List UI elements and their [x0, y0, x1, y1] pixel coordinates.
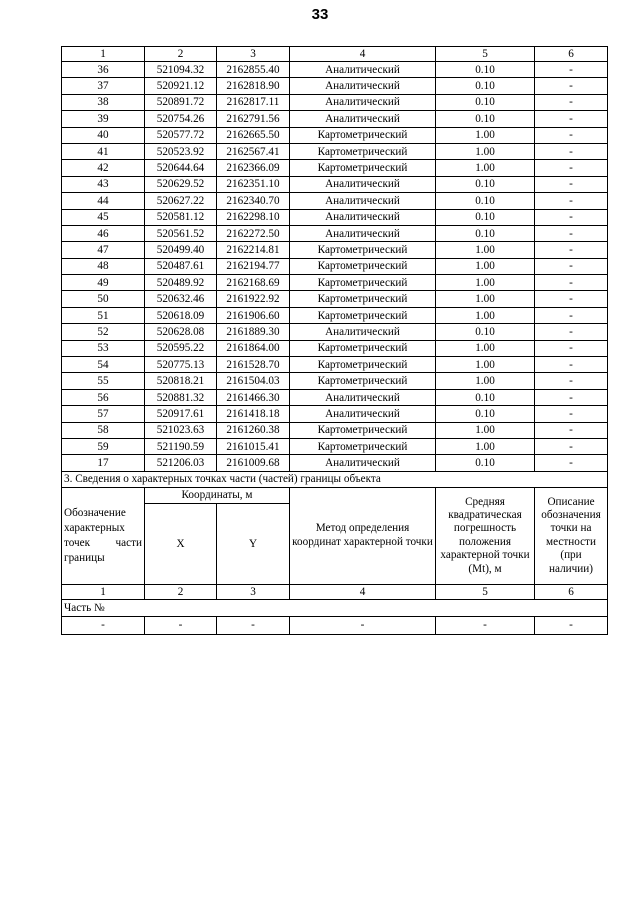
table-cell: 0.10 — [436, 455, 535, 471]
table-cell: - — [535, 340, 608, 356]
table-cell: Аналитический — [290, 406, 436, 422]
part-label: Часть № — [62, 599, 608, 616]
table-cell: 2162855.40 — [217, 62, 290, 78]
column-number-row — [62, 47, 608, 62]
table-cell: 45 — [62, 209, 145, 225]
table-cell: - — [535, 275, 608, 291]
table-cell: 520489.92 — [145, 275, 217, 291]
table-cell: - — [535, 111, 608, 127]
table-cell: - — [290, 616, 436, 634]
table-cell: - — [535, 616, 608, 634]
table-row — [62, 422, 608, 438]
section-3-title-row — [62, 471, 608, 487]
table-cell: - — [535, 389, 608, 405]
table-cell: Аналитический — [290, 111, 436, 127]
table-cell: 46 — [62, 225, 145, 241]
table-row — [62, 209, 608, 225]
table-cell: 520595.22 — [145, 340, 217, 356]
table-cell: 0.10 — [436, 225, 535, 241]
table-cell: - — [535, 242, 608, 258]
column-number: 3 — [217, 584, 290, 599]
table-cell: 520881.32 — [145, 389, 217, 405]
table-cell: - — [535, 176, 608, 192]
table-cell: 2161260.38 — [217, 422, 290, 438]
table-cell: Картометрический — [290, 242, 436, 258]
table-cell: Аналитический — [290, 62, 436, 78]
table-cell: 54 — [62, 357, 145, 373]
table-cell: 1.00 — [436, 143, 535, 159]
table-cell: 1.00 — [436, 258, 535, 274]
table-cell: 520644.64 — [145, 160, 217, 176]
x-header: X — [145, 503, 217, 584]
table-cell: - — [535, 78, 608, 94]
table-cell: 58 — [62, 422, 145, 438]
table-row — [62, 111, 608, 127]
table-row — [62, 242, 608, 258]
description-header: Описание обозначения точки на местности (при наличии) — [535, 487, 608, 584]
table-cell: 0.10 — [436, 389, 535, 405]
table-cell: 59 — [62, 438, 145, 454]
table-cell: 0.10 — [436, 324, 535, 340]
table-cell: 2162168.69 — [217, 275, 290, 291]
column-number: 2 — [145, 584, 217, 599]
table-row — [62, 143, 608, 159]
table-row — [62, 160, 608, 176]
table-row — [62, 225, 608, 241]
table-cell: Аналитический — [290, 209, 436, 225]
table-cell: 0.10 — [436, 209, 535, 225]
table-row — [62, 94, 608, 110]
table-cell: 520754.26 — [145, 111, 217, 127]
table-cell: Аналитический — [290, 324, 436, 340]
table-cell: Картометрический — [290, 307, 436, 323]
table-cell: Картометрический — [290, 422, 436, 438]
table-cell: 57 — [62, 406, 145, 422]
column-number: 5 — [436, 47, 535, 62]
designation-header: Обозначение характерных точек части границы — [62, 487, 145, 584]
table-cell: - — [535, 258, 608, 274]
table-cell: 1.00 — [436, 438, 535, 454]
table-cell: Аналитический — [290, 193, 436, 209]
table-cell: Аналитический — [290, 176, 436, 192]
table-row — [62, 127, 608, 143]
table-cell: Картометрический — [290, 438, 436, 454]
error-header: Средняя квадратическая погрешность положения характерной точки (Mt), м — [436, 487, 535, 584]
table-cell: 521094.32 — [145, 62, 217, 78]
table-cell: 520917.61 — [145, 406, 217, 422]
table-cell: 520921.12 — [145, 78, 217, 94]
table-row — [62, 455, 608, 471]
table-cell: 2162214.81 — [217, 242, 290, 258]
section-3-title: 3. Сведения о характерных точках части (частей) границы объекта — [62, 471, 608, 487]
table-cell: - — [62, 616, 145, 634]
table-cell: 43 — [62, 176, 145, 192]
table-cell: 520775.13 — [145, 357, 217, 373]
table-cell: Картометрический — [290, 258, 436, 274]
section-3-header-row — [62, 487, 608, 503]
table-row — [62, 291, 608, 307]
column-number: 4 — [290, 47, 436, 62]
table-cell: - — [535, 94, 608, 110]
section-3-column-number-row — [62, 584, 608, 599]
table-cell: 2162818.90 — [217, 78, 290, 94]
table-cell: 521190.59 — [145, 438, 217, 454]
table-cell: Картометрический — [290, 143, 436, 159]
table-cell: 2162351.10 — [217, 176, 290, 192]
table-cell: - — [535, 307, 608, 323]
table-cell: Картометрический — [290, 275, 436, 291]
table-cell: 48 — [62, 258, 145, 274]
table-cell: Аналитический — [290, 78, 436, 94]
table-cell: 520629.52 — [145, 176, 217, 192]
table-row — [62, 176, 608, 192]
table-cell: 520627.22 — [145, 193, 217, 209]
table-cell: - — [145, 616, 217, 634]
table-cell: 1.00 — [436, 307, 535, 323]
table-cell: 520499.40 — [145, 242, 217, 258]
table-row — [62, 340, 608, 356]
table-cell: Аналитический — [290, 389, 436, 405]
table-cell: - — [535, 406, 608, 422]
table-cell: 520891.72 — [145, 94, 217, 110]
table-cell: - — [535, 127, 608, 143]
table-row — [62, 78, 608, 94]
table-cell: Картометрический — [290, 160, 436, 176]
table-cell: 2162791.56 — [217, 111, 290, 127]
table-cell: 2162567.41 — [217, 143, 290, 159]
table-cell: 520632.46 — [145, 291, 217, 307]
column-number: 2 — [145, 47, 217, 62]
table-cell: 56 — [62, 389, 145, 405]
table-row — [62, 193, 608, 209]
column-number: 1 — [62, 584, 145, 599]
table-cell: 0.10 — [436, 62, 535, 78]
table-cell: 2161528.70 — [217, 357, 290, 373]
table-cell: 520523.92 — [145, 143, 217, 159]
table-cell: - — [436, 616, 535, 634]
table-row — [62, 373, 608, 389]
table-cell: - — [535, 209, 608, 225]
table-cell: Картометрический — [290, 373, 436, 389]
table-cell: 49 — [62, 275, 145, 291]
table-cell: 0.10 — [436, 176, 535, 192]
table-cell: 37 — [62, 78, 145, 94]
table-row — [62, 307, 608, 323]
column-number: 1 — [62, 47, 145, 62]
table-cell: 2162366.09 — [217, 160, 290, 176]
table-cell: 36 — [62, 62, 145, 78]
table-cell: 2161009.68 — [217, 455, 290, 471]
table-cell: 2162817.11 — [217, 94, 290, 110]
table-cell: 2162340.70 — [217, 193, 290, 209]
table-cell: 44 — [62, 193, 145, 209]
table-row — [62, 62, 608, 78]
table-cell: - — [535, 324, 608, 340]
table-cell: 2161504.03 — [217, 373, 290, 389]
table-cell: 2161864.00 — [217, 340, 290, 356]
table-cell: 520581.12 — [145, 209, 217, 225]
table-cell: - — [535, 291, 608, 307]
table-row — [62, 357, 608, 373]
table-cell: 1.00 — [436, 275, 535, 291]
method-header: Метод определения координат характерной точки — [290, 487, 436, 584]
table-row — [62, 324, 608, 340]
table-cell: Аналитический — [290, 225, 436, 241]
table-cell: 0.10 — [436, 406, 535, 422]
table-cell: Картометрический — [290, 291, 436, 307]
table-cell: 0.10 — [436, 94, 535, 110]
table-cell: 521206.03 — [145, 455, 217, 471]
page-number: 33 — [311, 6, 329, 23]
table-cell: 53 — [62, 340, 145, 356]
table-cell: 1.00 — [436, 160, 535, 176]
table-cell: 55 — [62, 373, 145, 389]
table-cell: - — [535, 193, 608, 209]
table-cell: - — [535, 225, 608, 241]
table-cell: 521023.63 — [145, 422, 217, 438]
table-cell: - — [535, 373, 608, 389]
coordinates-header: Координаты, м — [145, 487, 290, 503]
table-cell: 1.00 — [436, 357, 535, 373]
table-cell: 50 — [62, 291, 145, 307]
table-row — [62, 438, 608, 454]
table-cell: 520818.21 — [145, 373, 217, 389]
table-cell: 39 — [62, 111, 145, 127]
table-cell: 1.00 — [436, 340, 535, 356]
table-cell: 2161906.60 — [217, 307, 290, 323]
table-cell: 1.00 — [436, 422, 535, 438]
table-cell: - — [535, 455, 608, 471]
table-cell: 2162194.77 — [217, 258, 290, 274]
column-number: 4 — [290, 584, 436, 599]
table-cell: 52 — [62, 324, 145, 340]
empty-data-row — [62, 616, 608, 634]
table-cell: 520628.08 — [145, 324, 217, 340]
boundary-points-table — [61, 46, 608, 635]
table-cell: 38 — [62, 94, 145, 110]
table-cell: - — [217, 616, 290, 634]
table-cell: 2161889.30 — [217, 324, 290, 340]
column-number: 6 — [535, 584, 608, 599]
table-row — [62, 389, 608, 405]
table-row — [62, 258, 608, 274]
part-label-row — [62, 599, 608, 616]
table-cell: Аналитический — [290, 455, 436, 471]
table-cell: - — [535, 143, 608, 159]
table-cell: 1.00 — [436, 373, 535, 389]
table-cell: 520577.72 — [145, 127, 217, 143]
column-number: 3 — [217, 47, 290, 62]
table-cell: 1.00 — [436, 242, 535, 258]
table-cell: 0.10 — [436, 78, 535, 94]
table-cell: - — [535, 422, 608, 438]
table-cell: Картометрический — [290, 357, 436, 373]
column-number: 5 — [436, 584, 535, 599]
table-cell: 47 — [62, 242, 145, 258]
table-cell: 0.10 — [436, 111, 535, 127]
table-cell: 41 — [62, 143, 145, 159]
table-row — [62, 275, 608, 291]
table-cell: 42 — [62, 160, 145, 176]
table-cell: 520561.52 — [145, 225, 217, 241]
table-cell: 2162272.50 — [217, 225, 290, 241]
table-cell: 2162665.50 — [217, 127, 290, 143]
table-cell: - — [535, 62, 608, 78]
table-body — [62, 47, 608, 635]
table-row — [62, 406, 608, 422]
table-cell: Картометрический — [290, 340, 436, 356]
table-cell: 17 — [62, 455, 145, 471]
table-cell: 40 — [62, 127, 145, 143]
table-cell: 520618.09 — [145, 307, 217, 323]
table-cell: 520487.61 — [145, 258, 217, 274]
table-cell: 2161015.41 — [217, 438, 290, 454]
table-cell: 0.10 — [436, 193, 535, 209]
table-cell: 51 — [62, 307, 145, 323]
table-cell: 2161466.30 — [217, 389, 290, 405]
table-cell: 2161922.92 — [217, 291, 290, 307]
table-cell: 2162298.10 — [217, 209, 290, 225]
y-header: Y — [217, 503, 290, 584]
table-cell: - — [535, 160, 608, 176]
table-cell: Аналитический — [290, 94, 436, 110]
table-cell: Картометрический — [290, 127, 436, 143]
table-cell: 2161418.18 — [217, 406, 290, 422]
table-cell: - — [535, 357, 608, 373]
table-cell: 1.00 — [436, 291, 535, 307]
table-cell: - — [535, 438, 608, 454]
table-cell: 1.00 — [436, 127, 535, 143]
column-number: 6 — [535, 47, 608, 62]
